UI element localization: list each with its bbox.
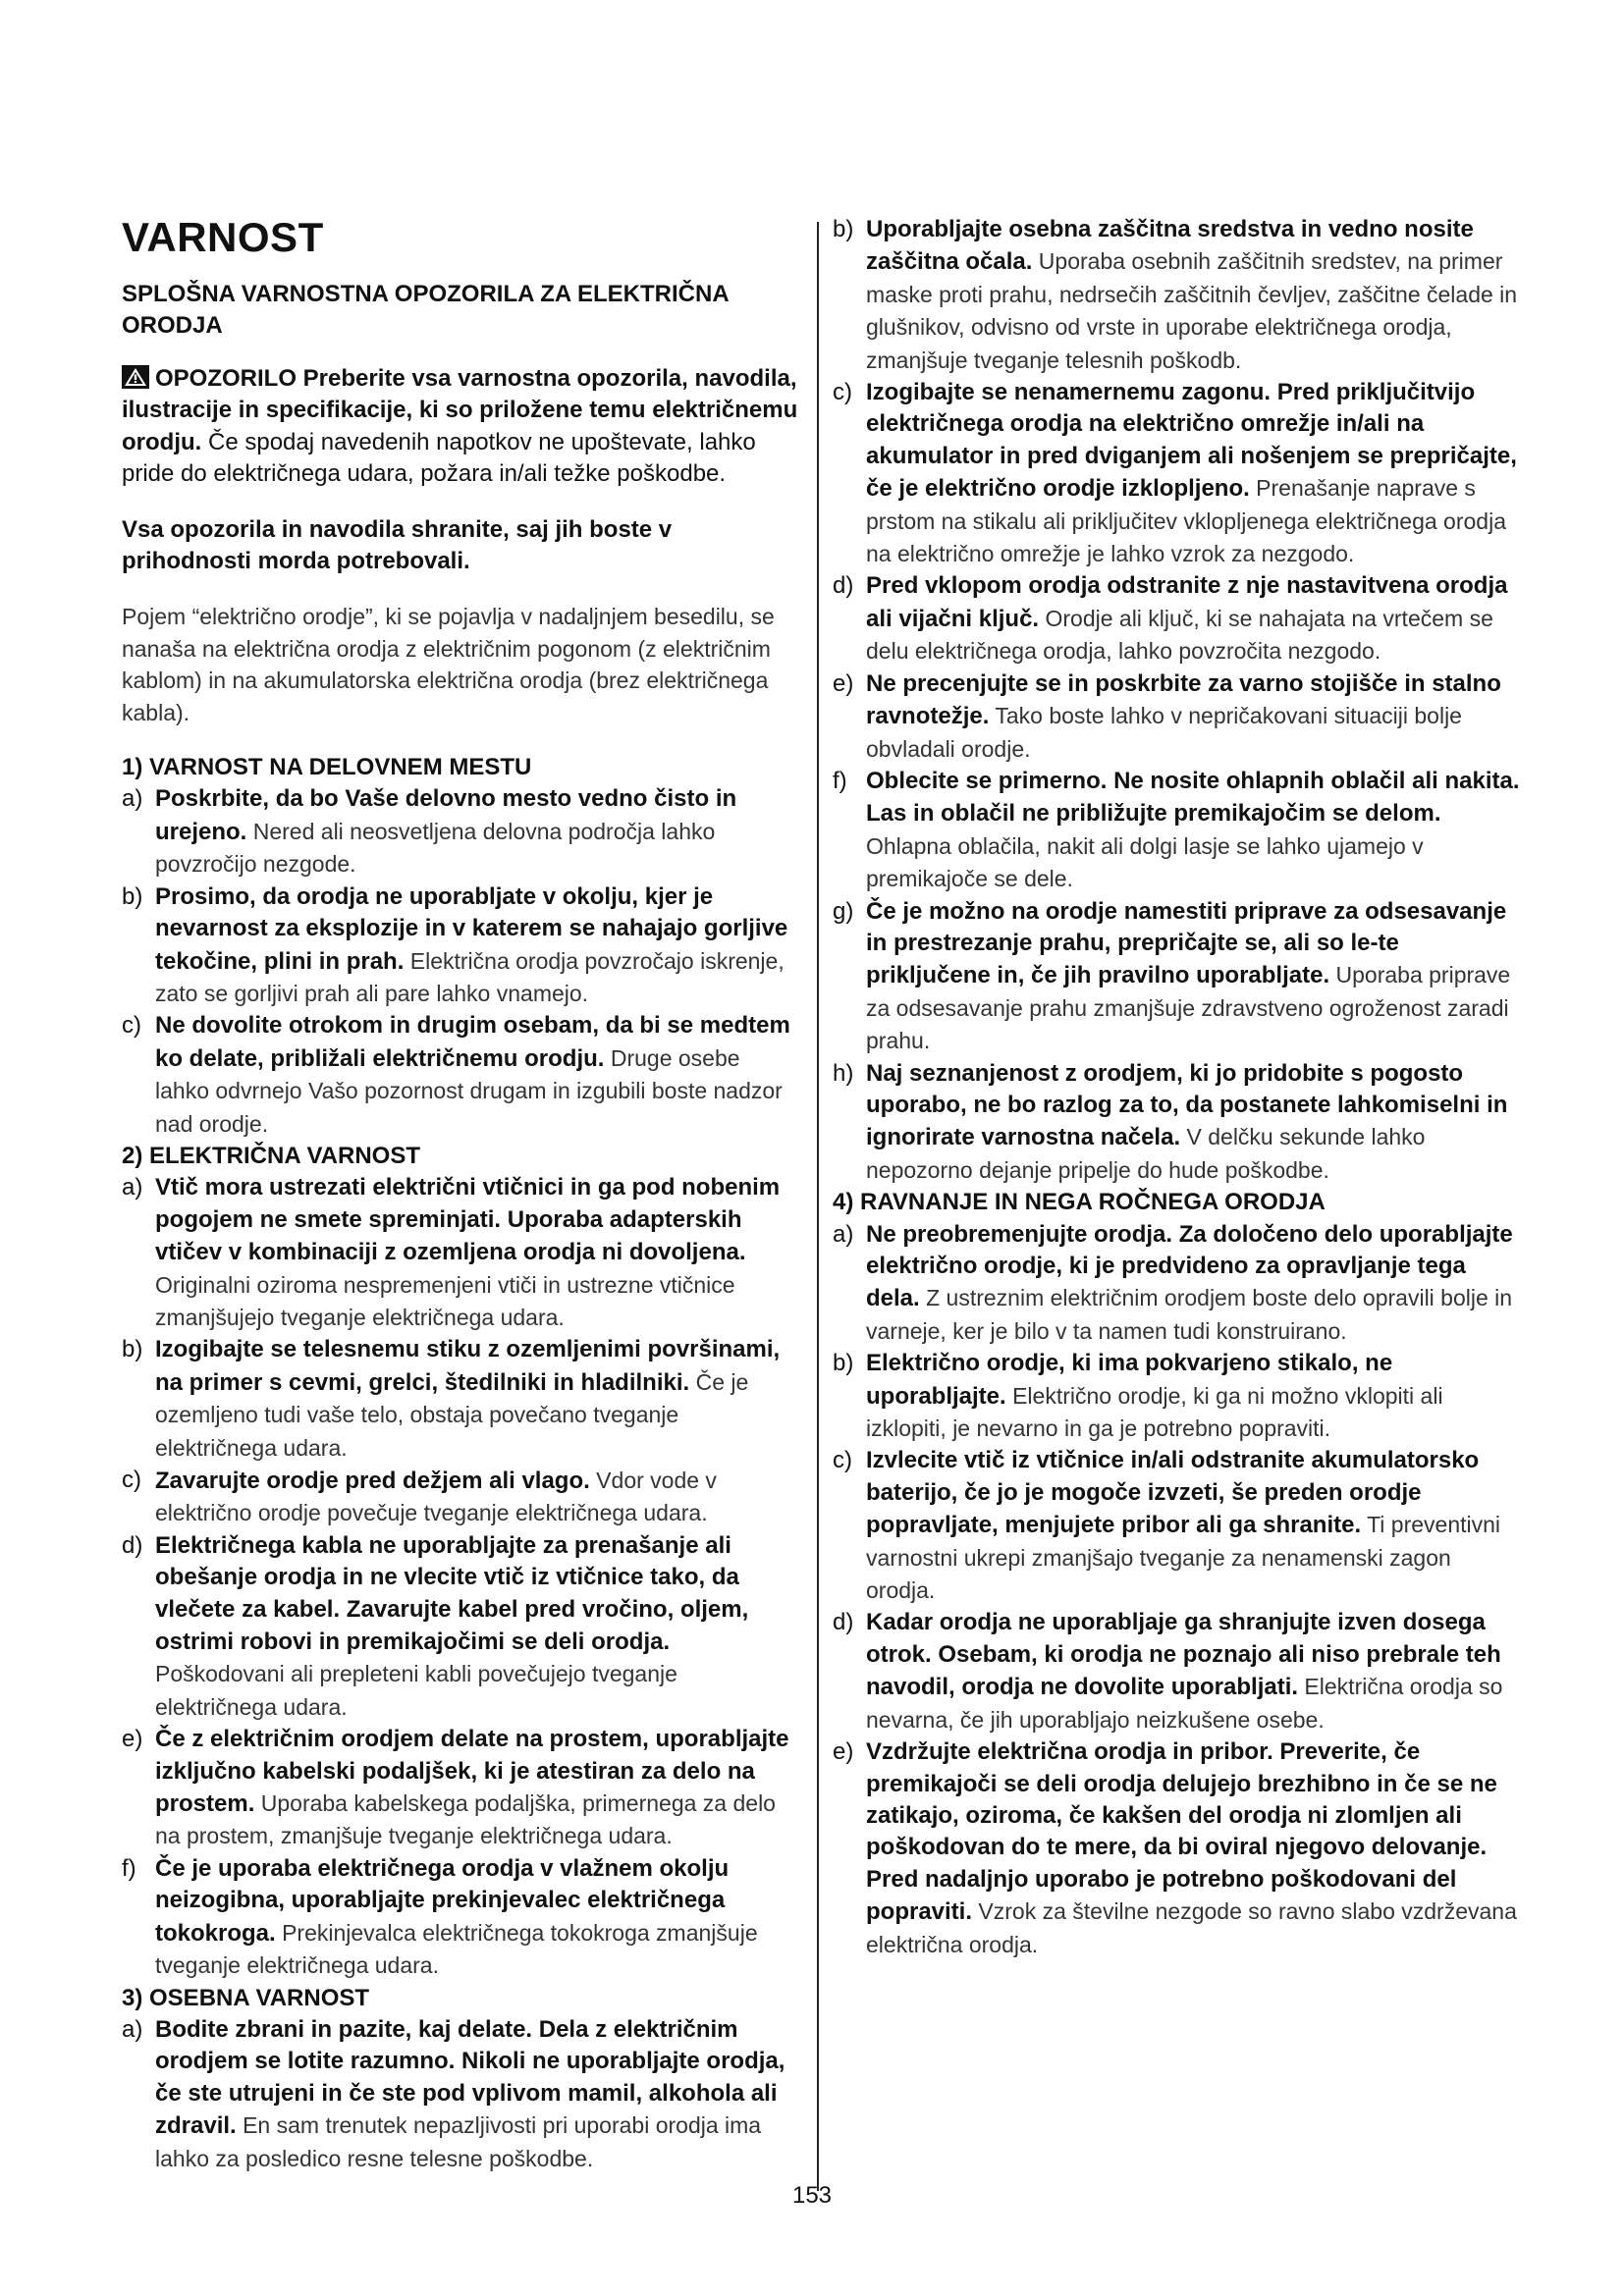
item-bold-text: Poskrbite, da bo Vaše delovno mesto vedno čisto in urejeno.	[155, 785, 737, 845]
item-bold-text: Naj seznanjenost z orodjem, ki jo pridobite s pogosto uporabo, ne bo razlog za to, da postanete lahkomiselni in ignorirate varnostna načela.	[866, 1059, 1508, 1151]
list-item	[833, 896, 1520, 1058]
list-item	[833, 377, 1520, 570]
list-marker: c)	[122, 1012, 141, 1040]
list-marker: h)	[833, 1059, 854, 1087]
list-item	[122, 1334, 799, 1465]
right-column	[833, 214, 1520, 1961]
list-item	[122, 1172, 799, 1334]
list-item	[833, 1219, 1520, 1349]
item-bold-text: Oblecite se primerno. Ne nosite ohlapnih oblačil ali nakita. Las in oblačil ne približujte premikajočim se delom.	[866, 767, 1520, 828]
item-bold-text: Vzdržujte električna orodja in pribor. Preverite, če premikajoči se deli orodja delujejo brezhibno in če se ne zatikajo, oziroma, če kakšen del orodja ni zlomljen ali poškodovan do te mere, da bi oviral njegovo delovanje. Pred nadaljnjo uporabo je potrebno poškodovani del popraviti.	[866, 1738, 1497, 1926]
item-text: Prekinjevalca električnega tokokroga zmanjšuje tveganje električnega udara.	[155, 1919, 758, 1979]
list-marker: d)	[833, 1609, 854, 1636]
item-text: Vdor vode v električno orodje povečuje tveganje električnega udara.	[155, 1468, 717, 1526]
list-marker: c)	[833, 379, 852, 406]
list-marker: e)	[833, 669, 854, 697]
item-text: Uporaba priprave za odsesavanje prahu zmanjšuje zdravstveno ogroženost zaradi prahu.	[866, 962, 1511, 1054]
left-column	[122, 214, 799, 2175]
warning-triangle-icon	[122, 365, 149, 389]
list-item	[122, 1010, 799, 1141]
warning-bold-text: Preberite vsa varnostna opozorila, navodila, ilustracije in specifikacije, ki so priložene temu električnemu orodju.	[122, 365, 798, 455]
item-text: Orodje ali ključ, ki se nahajata na vrtečem se delu električnega orodja, lahko povzročita nezgodo.	[866, 605, 1493, 665]
item-bold-text: Prosimo, da orodja ne uporabljate v okolju, kjer je nevarnost za eksplozije in v katerem se nahajajo gorljive tekočine, plini in prah.	[155, 882, 788, 975]
item-text: En sam trenutek nepazljivosti pri uporabi orodja ima lahko za posledico resne telesne poškodbe.	[155, 2112, 762, 2171]
item-text: Če je ozemljeno tudi vaše telo, obstaja povečano tveganje električnega udara.	[155, 1368, 749, 1461]
list-item	[122, 2014, 799, 2175]
list-item	[833, 214, 1520, 377]
item-bold-text: Če je uporaba električnega orodja v vlažnem okolju neizogibna, uporabljajte prekinjevalec električnega tokokroga.	[155, 1854, 730, 1947]
list-item	[122, 1853, 799, 1983]
item-text: Prenašanje naprave s prstom na stikalu ali priključitev vklopljenega električnega orodja na električno omrežje je lahko vzrok za nezgodo.	[866, 475, 1506, 567]
page-number: 153	[791, 2182, 833, 2209]
list-marker: d)	[122, 1531, 143, 1559]
item-bold-text: Pred vklopom orodja odstranite z nje nastavitvena orodja ali vijačni ključ.	[866, 572, 1508, 632]
item-text: Električno orodje, ki ga ni možno vklopiti ali izklopiti, je nevarno in ga je potrebno popraviti.	[866, 1382, 1443, 1442]
item-text: V delčku sekunde lahko nepozorno dejanje pripelje do hude poškodbe.	[866, 1124, 1426, 1183]
list-item	[833, 1607, 1520, 1736]
list-marker: a)	[122, 785, 143, 813]
section-3-heading: 3) OSEBNA VARNOST	[122, 1984, 370, 2011]
list-item	[122, 1465, 799, 1530]
section-2-heading: 2) ELEKTRIČNA VARNOST	[122, 1142, 421, 1169]
item-text: Poškodovani ali prepleteni kabli povečujejo tveganje električnega udara.	[155, 1661, 677, 1720]
item-bold-text: Vtič mora ustrezati električni vtičnici in ga pod nobenim pogojem ne smete spreminjati. Uporaba adapterskih vtičev v kombinaciji z ozemljena orodja ni dovoljena.	[155, 1174, 781, 1266]
list-marker: e)	[833, 1738, 854, 1766]
list-item	[122, 881, 799, 1011]
list-item	[833, 1348, 1520, 1445]
list-marker: b)	[833, 1350, 854, 1377]
list-marker: b)	[122, 882, 143, 910]
list-marker: d)	[833, 572, 854, 600]
item-bold-text: Kadar orodja ne uporabljaje ga shranjujte izven dosega otrok. Osebam, ki orodja ne poznajo ali niso prebrale teh navodil, orodja ne dovolite uporabljati.	[866, 1609, 1501, 1701]
page-title: VARNOST	[122, 214, 324, 260]
item-text: Uporaba osebnih zaščitnih sredstev, na primer maske proti prahu, nedrsečih zaščitnih čevljev, zaščitne čelade in glušnikov, odvisno od vrste in uporabe električnega orodja, zmanjšuje tveganje telesnih poškodb.	[866, 248, 1518, 373]
item-bold-text: Izvlecite vtič iz vtičnice in/ali odstranite akumulatorsko baterijo, če jo je mogoče izvzeti, še preden orodje popravljate, menjujete pribor ali ga shranite.	[866, 1447, 1480, 1539]
list-item	[833, 1058, 1520, 1188]
item-text: Z ustreznim električnim orodjem boste delo opravili bolje in varneje, ker je bilo v ta namen tudi konstruirano.	[866, 1285, 1513, 1344]
section-subtitle: SPLOŠNA VARNOSTNA OPOZORILA ZA ELEKTRIČNA ORODJA	[122, 281, 729, 339]
list-marker: a)	[122, 1174, 143, 1201]
keep-instructions-note	[122, 514, 799, 578]
list-marker: a)	[122, 2015, 143, 2043]
item-bold-text: Uporabljajte osebna zaščitna sredstva in vedno nosite zaščitna očala.	[866, 216, 1474, 276]
list-marker: f)	[122, 1854, 136, 1882]
list-marker: c)	[122, 1467, 141, 1493]
list-item	[833, 1736, 1520, 1961]
item-text: Električna orodja povzročajo iskrenje, zato se gorljivi prah ali pare lahko vnamejo.	[155, 947, 785, 1006]
keep-note-text: Vsa opozorila in navodila shranite, saj jih boste v prihodnosti morda potrebovali.	[122, 515, 673, 575]
item-text: Uporaba kabelskega podaljška, primernega za delo na prostem, zmanjšuje tveganje električnega udara.	[155, 1790, 776, 1849]
item-text: Nered ali neosvetljena delovna področja lahko povzročijo nezgode.	[155, 818, 716, 878]
item-bold-text: Ne precenjujte se in poskrbite za varno stojišče in stalno ravnotežje.	[866, 669, 1501, 730]
list-marker: a)	[833, 1220, 854, 1248]
list-marker: g)	[833, 897, 854, 925]
list-marker: c)	[833, 1447, 852, 1474]
list-item	[833, 668, 1520, 766]
warning-text: Če spodaj navedenih napotkov ne upoštevate, lahko pride do električnega udara, požara in/ali težke poškodbe.	[122, 428, 756, 488]
section-1-heading: 1) VARNOST NA DELOVNEM MESTU	[122, 754, 532, 781]
warning-paragraph	[122, 363, 799, 491]
section-4-heading: 4) RAVNANJE IN NEGA ROČNEGA ORODJA	[833, 1189, 1326, 1216]
item-bold-text: Električnega kabla ne uporabljajte za prenašanje ali obešanje orodja in ne vlecite vtič iz vtičnice tako, da vlečete za kabel. Zavarujte kabel pred vročino, oljem, ostrimi robovi in premikajočimi se deli orodja.	[155, 1531, 749, 1656]
list-item	[122, 1530, 799, 1724]
item-bold-text: Bodite zbrani in pazite, kaj delate. Dela z električnim orodjem se lotite razumno. Nikoli ne uporabljajte orodja, če ste utrujeni in če ste pod vplivom mamil, alkohola ali zdravil.	[155, 2015, 785, 2140]
warning-label: OPOZORILO	[155, 365, 297, 392]
item-bold-text: Če z električnim orodjem delate na prostem, uporabljajte izključno kabelski podaljšek, ki je atestiran za delo na prostem.	[155, 1726, 789, 1818]
item-text: Vzrok za številne nezgode so ravno slabo vzdrževana električna orodja.	[866, 1898, 1517, 1957]
list-marker: e)	[122, 1726, 143, 1753]
list-marker: f)	[833, 767, 847, 794]
item-bold-text: Če je možno na orodje namestiti priprave za odsesavanje in prestrezanje prahu, prepričajte se, ali so le-te priključene in, če jih pravilno uporabljate.	[866, 897, 1507, 989]
list-item	[833, 766, 1520, 896]
item-text: Ohlapna oblačila, nakit ali dolgi lasje se lahko ujamejo v premikajoče se dele.	[866, 832, 1424, 892]
list-marker: b)	[833, 216, 854, 242]
item-text: Ti preventivni varnostni ukrepi zmanjšajo tveganje za nenamenski zagon orodja.	[866, 1512, 1501, 1604]
item-text: Originalni oziroma nespremenjeni vtiči in ustrezne vtičnice zmanjšujejo tveganje električnega udara.	[155, 1271, 735, 1330]
item-text: Električna orodja so nevarna, če jih uporabljajo neizkušene osebe.	[866, 1674, 1503, 1733]
item-bold-text: Zavarujte orodje pred dežjem ali vlago.	[155, 1468, 590, 1494]
item-text: Druge osebe lahko odvrnejo Vašo pozornost drugam in izgubili boste nadzor nad orodje.	[155, 1044, 783, 1137]
item-text: Tako boste lahko v nepričakovani situaciji bolje obvladali orodje.	[866, 703, 1462, 762]
list-marker: b)	[122, 1336, 143, 1363]
item-bold-text: Izogibajte se telesnemu stiku z ozemljenimi površinami, na primer s cevmi, grelci, štedilniki in hladilniki.	[155, 1336, 781, 1396]
term-definition-note: Pojem “električno orodje”, ki se pojavlja v nadaljnjem besedilu, se nanaša na električna orodja z električnim pogonom (z električnim kablom) in na akumulatorska električna orodja (brez električnega kabla).	[122, 604, 775, 725]
item-bold-text: Ne preobremenjujte orodja. Za določeno delo uporabljajte električno orodje, ki je predvideno za opravljanje tega dela.	[866, 1220, 1513, 1312]
item-bold-text: Ne dovolite otrokom in drugim osebam, da bi se medtem ko delate, približali električnemu orodju.	[155, 1012, 790, 1072]
list-item	[833, 1445, 1520, 1607]
column-divider	[817, 222, 819, 2191]
item-bold-text: Izogibajte se nenamernemu zagonu. Pred priključitvijo električnega orodja na električno omrežje in/ali na akumulator in pred dviganjem ali nošenjem se prepričajte, če je električno orodje izklopljeno.	[866, 379, 1517, 503]
list-item	[122, 1724, 799, 1853]
item-bold-text: Električno orodje, ki ima pokvarjeno stikalo, ne uporabljajte.	[866, 1350, 1393, 1410]
list-item	[122, 783, 799, 881]
list-item	[833, 570, 1520, 667]
